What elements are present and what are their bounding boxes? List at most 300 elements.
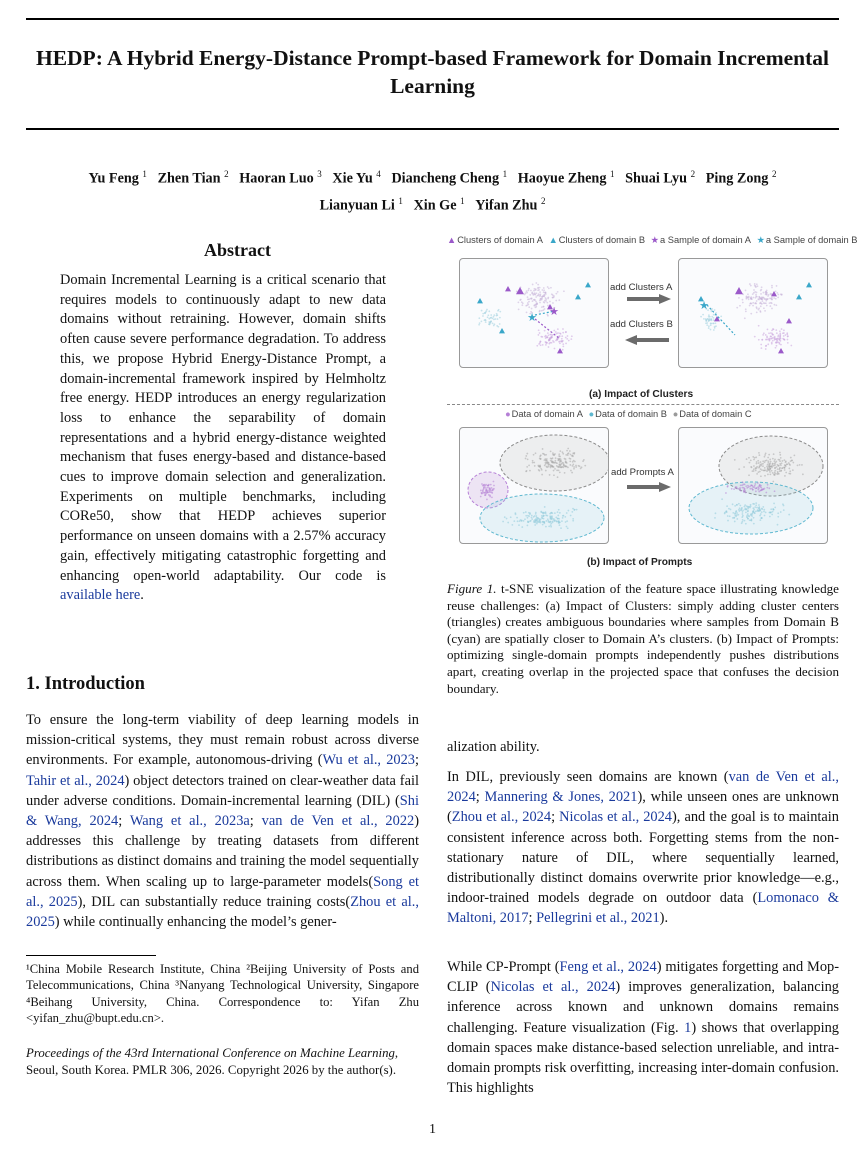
citation-link[interactable]: 1 — [684, 1019, 692, 1036]
data-point — [547, 298, 549, 300]
data-point — [758, 325, 760, 327]
data-point — [786, 334, 788, 336]
data-point — [753, 486, 755, 488]
title-bottom-rule — [26, 128, 839, 130]
citation-link[interactable]: Tahir et al., 2024 — [26, 772, 125, 789]
cluster-center-marker — [557, 348, 563, 353]
data-point — [741, 484, 743, 486]
data-point — [745, 290, 747, 292]
data-point — [517, 520, 519, 522]
data-point — [787, 342, 789, 344]
data-point — [543, 289, 545, 291]
citation-link[interactable]: Shi & Wang, 2024 — [26, 792, 419, 830]
data-point — [546, 466, 548, 468]
data-point — [535, 289, 537, 291]
data-point — [713, 314, 715, 316]
data-point — [749, 283, 751, 285]
cluster-center-marker — [806, 282, 812, 287]
data-point — [487, 492, 489, 494]
data-point — [571, 335, 573, 337]
data-point — [549, 339, 551, 341]
author-list — [26, 163, 839, 216]
data-point — [776, 339, 778, 341]
data-point — [760, 475, 762, 477]
data-point — [753, 470, 755, 472]
data-point — [765, 348, 767, 350]
citation-link[interactable]: Nicolas et al., 2024 — [559, 809, 673, 826]
data-point — [484, 312, 486, 314]
data-point — [543, 453, 545, 455]
data-point — [496, 313, 498, 315]
tsne-scatter-b-left — [460, 428, 608, 543]
data-point — [766, 337, 768, 339]
data-point — [745, 485, 747, 487]
data-point — [526, 453, 528, 455]
data-point — [734, 459, 736, 461]
data-point — [771, 470, 773, 472]
paragraph-text: ), and the goal is to maintain consistent inference across both. Forgetting stems from the non-stationary nature of DIL, where sequentially learned, distributionally distinct domains overwrite prior knowledge—e.g., indoor-trained models degrade on outdoor data ( — [447, 809, 839, 907]
data-point — [777, 294, 779, 296]
citation-link[interactable]: Lomonaco & Maltoni, 2017 — [447, 890, 839, 927]
data-point — [746, 515, 748, 517]
citation-link[interactable]: van de Ven et al., 2022 — [261, 813, 415, 830]
data-point — [536, 303, 538, 305]
domain-region — [689, 482, 813, 534]
data-point — [776, 345, 778, 347]
citation-link[interactable]: Wu et al., 2023 — [322, 752, 415, 769]
data-point — [532, 284, 534, 286]
data-point — [750, 504, 752, 506]
data-point — [784, 469, 786, 471]
data-point — [535, 296, 537, 298]
data-point — [534, 524, 536, 526]
paragraph-text: ) addresses this challenge by treating datasets from different distributions as distinct domains and training the model sequentially across them. When scaling up to large-parameter models( — [26, 813, 420, 890]
data-point — [529, 470, 531, 472]
data-point — [750, 519, 752, 521]
intro-paragraph-2 — [447, 767, 839, 929]
data-point — [545, 344, 547, 346]
data-point — [781, 460, 783, 462]
data-point — [531, 298, 533, 300]
paper-title: HEDP: A Hybrid Energy-Distance Prompt-based Framework for Domain Incremental Learning — [35, 46, 830, 98]
data-point — [734, 521, 736, 523]
data-point — [539, 287, 541, 289]
data-point — [720, 315, 722, 317]
data-point — [738, 503, 740, 505]
data-point — [558, 518, 560, 520]
data-point — [767, 460, 769, 462]
data-point — [554, 512, 556, 514]
data-point — [526, 466, 528, 468]
intro-paragraph-3 — [447, 957, 839, 1098]
data-point — [493, 481, 495, 483]
data-point — [562, 466, 564, 468]
data-point — [546, 302, 548, 304]
data-point — [482, 490, 484, 492]
data-point — [541, 289, 543, 291]
data-point — [751, 303, 753, 305]
data-point — [498, 309, 500, 311]
data-point — [534, 465, 536, 467]
data-point — [544, 330, 546, 332]
citation-link[interactable]: van de Ven et al., 2024 — [447, 769, 839, 806]
data-point — [499, 323, 501, 325]
data-point — [752, 302, 754, 304]
data-point — [556, 521, 558, 523]
data-point — [763, 509, 765, 511]
author-name: Haoran Luo — [239, 170, 314, 187]
data-point — [557, 515, 559, 517]
cluster-center-marker — [499, 328, 505, 333]
data-point — [563, 464, 565, 466]
data-point — [554, 348, 556, 350]
data-point — [521, 526, 523, 528]
data-point — [754, 283, 756, 285]
data-point — [742, 509, 744, 511]
data-point — [567, 527, 569, 529]
paragraph-text: ; — [118, 813, 130, 830]
data-point — [768, 487, 770, 489]
data-point — [738, 297, 740, 299]
data-point — [487, 487, 489, 489]
data-point — [480, 490, 482, 492]
data-point — [525, 455, 527, 457]
data-point — [561, 340, 563, 342]
data-point — [726, 505, 728, 507]
data-point — [567, 510, 569, 512]
data-point — [769, 473, 771, 475]
data-point — [558, 341, 560, 343]
title-top-rule — [26, 18, 839, 20]
citation-link[interactable]: Wang et al., 2023a — [129, 813, 250, 830]
cluster-center-marker — [778, 348, 784, 353]
author-name: Shuai Lyu — [625, 170, 688, 187]
data-point — [789, 463, 791, 465]
data-point — [506, 518, 508, 520]
data-point — [750, 313, 752, 315]
data-point — [754, 457, 756, 459]
data-point — [550, 526, 552, 528]
data-point — [538, 329, 540, 331]
legend-label: Data of domain B — [595, 409, 668, 419]
data-point — [747, 485, 749, 487]
data-point — [753, 465, 755, 467]
citation-link[interactable]: Feng et al., 2024 — [559, 959, 657, 975]
data-point — [521, 304, 523, 306]
data-point — [535, 282, 537, 284]
data-point — [540, 511, 542, 513]
data-point — [538, 470, 540, 472]
data-point — [772, 481, 774, 483]
data-point — [779, 452, 781, 454]
data-point — [534, 515, 536, 517]
data-point — [753, 292, 755, 294]
data-point — [533, 290, 535, 292]
data-point — [749, 305, 751, 307]
data-point — [547, 462, 549, 464]
affiliation-mark: 1 — [398, 195, 403, 206]
data-point — [562, 453, 564, 455]
sample-star-marker: ★ — [527, 312, 537, 324]
data-point — [740, 509, 742, 511]
citation-link[interactable]: Zhou et al., 2024 — [451, 809, 552, 826]
data-point — [766, 487, 768, 489]
data-point — [750, 466, 752, 468]
data-point — [547, 518, 549, 520]
data-point — [761, 300, 763, 302]
data-point — [529, 512, 531, 514]
data-point — [765, 453, 767, 455]
data-point — [545, 526, 547, 528]
data-point — [493, 485, 495, 487]
data-point — [747, 510, 749, 512]
data-point — [527, 296, 529, 298]
data-point — [771, 330, 773, 332]
data-point — [497, 318, 499, 320]
data-point — [729, 515, 731, 517]
data-point — [748, 296, 750, 298]
data-point — [736, 487, 738, 489]
data-point — [565, 337, 567, 339]
data-point — [523, 512, 525, 514]
data-point — [533, 462, 535, 464]
data-point — [573, 468, 575, 470]
data-point — [772, 511, 774, 513]
data-point — [525, 458, 527, 460]
data-point — [760, 293, 762, 295]
paragraph-text: ) improves generalization, balancing inference across known and unknown domains remains challenging. Feature visualization (Fig. — [447, 979, 840, 1036]
left-arrow-icon — [625, 335, 669, 345]
data-point — [496, 325, 498, 327]
data-point — [528, 288, 530, 290]
data-point — [760, 344, 762, 346]
affiliation-mark: 1 — [460, 195, 465, 206]
data-point — [758, 299, 760, 301]
data-point — [714, 517, 716, 519]
data-point — [774, 462, 776, 464]
author-name: Yifan Zhu — [475, 197, 538, 214]
data-point — [732, 512, 734, 514]
author-name: Yu Feng — [88, 170, 139, 187]
data-point — [761, 297, 763, 299]
legend-marker-icon: ● — [588, 409, 595, 419]
code-link[interactable]: available here — [60, 587, 141, 604]
data-point — [556, 462, 558, 464]
paragraph-text: ), DIL can substantially reduce training costs( — [77, 893, 351, 910]
data-point — [755, 456, 757, 458]
data-point — [532, 300, 534, 302]
data-point — [783, 466, 785, 468]
data-point — [801, 464, 803, 466]
data-point — [564, 466, 566, 468]
data-point — [764, 467, 766, 469]
data-point — [775, 291, 777, 293]
data-point — [768, 338, 770, 340]
data-point — [490, 314, 492, 316]
data-point — [761, 508, 763, 510]
data-point — [487, 485, 489, 487]
caption-label: Figure 1. — [447, 581, 497, 596]
legend-label: Clusters of domain B — [558, 235, 646, 245]
data-point — [763, 307, 765, 309]
data-point — [764, 298, 766, 300]
data-point — [567, 448, 569, 450]
sample-star-marker: ★ — [549, 306, 559, 318]
data-point — [546, 458, 548, 460]
data-point — [546, 314, 548, 316]
data-point — [574, 461, 576, 463]
data-point — [727, 515, 729, 517]
data-point — [755, 285, 757, 287]
data-point — [573, 466, 575, 468]
data-point — [771, 285, 773, 287]
citation-link[interactable]: Song et al., 2025 — [26, 873, 419, 910]
data-point — [556, 469, 558, 471]
citation-link[interactable]: Mannering & Jones, 2021 — [484, 789, 638, 806]
data-point — [781, 294, 783, 296]
tsne-panel-a-right — [678, 258, 828, 368]
data-point — [562, 343, 564, 345]
data-point — [516, 517, 518, 519]
data-point — [713, 329, 715, 331]
data-point — [761, 511, 763, 513]
data-point — [525, 470, 527, 472]
data-point — [755, 294, 757, 296]
data-point — [728, 508, 730, 510]
data-point — [528, 515, 530, 517]
data-point — [538, 289, 540, 291]
data-point — [802, 473, 804, 475]
data-point — [744, 317, 746, 319]
paragraph-text: ; — [475, 789, 485, 806]
data-point — [486, 499, 488, 501]
data-point — [549, 342, 551, 344]
data-point — [481, 320, 483, 322]
data-point — [775, 347, 777, 349]
data-point — [531, 292, 533, 294]
data-point — [776, 342, 778, 344]
data-point — [529, 520, 531, 522]
data-point — [539, 332, 541, 334]
data-point — [754, 336, 756, 338]
data-point — [752, 489, 754, 491]
data-point — [499, 311, 501, 313]
data-point — [546, 342, 548, 344]
data-point — [748, 515, 750, 517]
data-point — [736, 518, 738, 520]
data-point — [753, 517, 755, 519]
data-point — [553, 474, 555, 476]
data-point — [552, 461, 554, 463]
data-point — [774, 471, 776, 473]
data-point — [537, 287, 539, 289]
data-point — [566, 338, 568, 340]
data-point — [541, 336, 543, 338]
data-point — [558, 466, 560, 468]
data-point — [758, 508, 760, 510]
data-point — [745, 509, 747, 511]
data-point — [542, 295, 544, 297]
data-point — [761, 347, 763, 349]
data-point — [764, 454, 766, 456]
page-number: 1 — [429, 1122, 436, 1137]
data-point — [559, 332, 561, 334]
data-point — [744, 506, 746, 508]
data-point — [559, 512, 561, 514]
data-point — [765, 291, 767, 293]
data-point — [739, 487, 741, 489]
data-point — [545, 470, 547, 472]
data-point — [555, 300, 557, 302]
data-point — [540, 522, 542, 524]
data-point — [527, 517, 529, 519]
author-name: Lianyuan Li — [319, 197, 395, 214]
data-point — [566, 462, 568, 464]
data-point — [703, 318, 705, 320]
data-point — [772, 337, 774, 339]
data-point — [744, 520, 746, 522]
data-point — [780, 457, 782, 459]
data-point — [564, 516, 566, 518]
data-point — [559, 524, 561, 526]
citation-link[interactable]: Nicolas et al., 2024 — [490, 979, 616, 996]
data-point — [548, 334, 550, 336]
citation-link[interactable]: Zhou et al., 2025 — [26, 893, 419, 931]
data-point — [562, 345, 564, 347]
data-point — [770, 336, 772, 338]
data-point — [763, 292, 765, 294]
data-point — [797, 465, 799, 467]
data-point — [758, 462, 760, 464]
data-point — [783, 505, 785, 507]
legend-label: Data of domain A — [511, 409, 583, 419]
data-point — [555, 457, 557, 459]
data-point — [559, 522, 561, 524]
data-point — [543, 294, 545, 296]
data-point — [555, 293, 557, 295]
data-point — [767, 462, 769, 464]
data-point — [763, 511, 765, 513]
data-point — [570, 338, 572, 340]
data-point — [742, 302, 744, 304]
data-point — [534, 299, 536, 301]
data-point — [542, 524, 544, 526]
right-arrow-icon — [627, 294, 671, 304]
author-line-1 — [26, 163, 839, 190]
data-point — [571, 511, 573, 513]
author-name: Haoyue Zheng — [517, 170, 607, 187]
data-point — [745, 492, 747, 494]
data-point — [706, 318, 708, 320]
citation-link[interactable]: Pellegrini et al., 2021 — [536, 910, 660, 927]
data-point — [736, 504, 738, 506]
data-point — [544, 336, 546, 338]
data-point — [767, 343, 769, 345]
data-point — [786, 463, 788, 465]
data-point — [734, 505, 736, 507]
data-point — [779, 454, 781, 456]
data-point — [711, 316, 713, 318]
data-point — [766, 459, 768, 461]
data-point — [562, 515, 564, 517]
data-point — [784, 475, 786, 477]
data-point — [562, 517, 564, 519]
data-point — [539, 311, 541, 313]
data-point — [710, 324, 712, 326]
data-point — [754, 483, 756, 485]
data-point — [535, 301, 537, 303]
data-point — [560, 527, 562, 529]
